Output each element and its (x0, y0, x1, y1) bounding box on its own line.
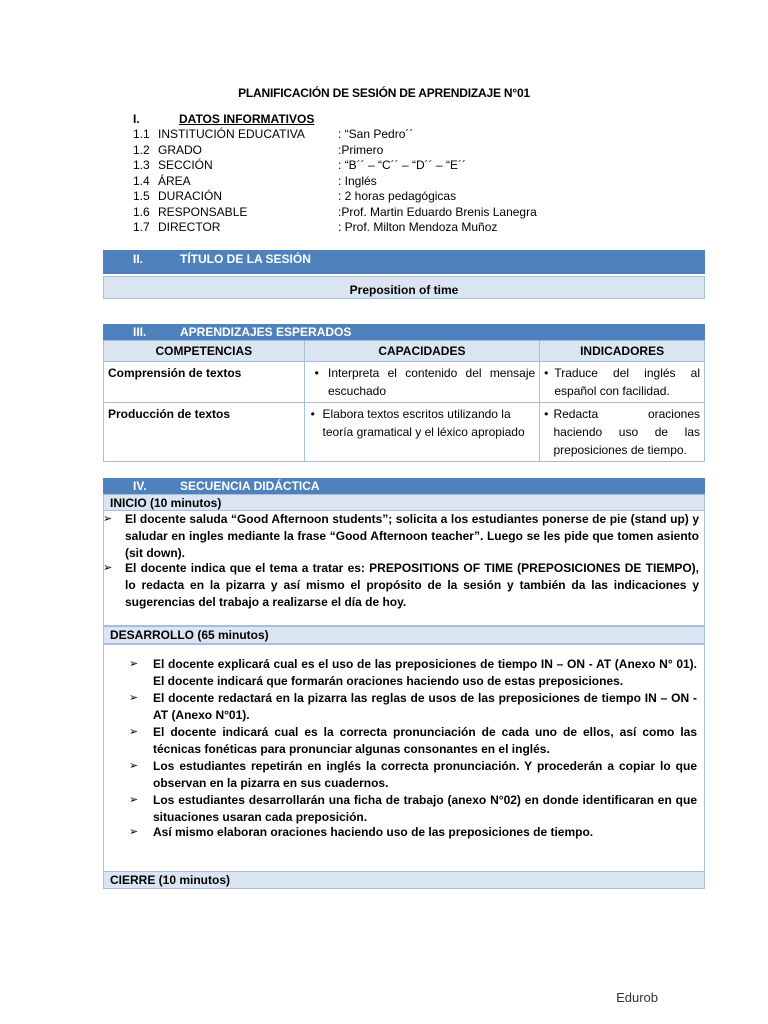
info-label: DIRECTOR (158, 220, 221, 234)
indicador-text: Traduce del inglés al español con facilidad. (554, 366, 700, 398)
info-number: 1.3 (133, 158, 150, 172)
cierre-label: CIERRE (10 minutos) (110, 873, 231, 887)
indicador-cell (540, 403, 705, 462)
indicador-text: Redacta oraciones haciendo uso de las preposiciones de tiempo. (553, 407, 700, 457)
document-title: PLANIFICACIÓN DE SESIÓN DE APRENDIZAJE N°01 (238, 86, 530, 100)
indicador-cell (540, 362, 705, 403)
info-label: ÁREA (158, 174, 191, 188)
info-value: : “B´´ – “C´´ – “D´´ – “E´´ (338, 158, 466, 172)
list-item (129, 758, 697, 792)
info-row (133, 174, 377, 189)
column-header-competencias: COMPETENCIAS (104, 341, 305, 362)
info-label: SECCIÓN (158, 158, 213, 172)
session-title: Preposition of time (349, 283, 459, 297)
info-row (133, 205, 537, 220)
info-label: DURACIÓN (158, 189, 223, 203)
desarrollo-heading (103, 626, 705, 644)
section-number: I. (133, 112, 140, 126)
section-number: IV. (133, 479, 147, 493)
bullet-icon: • (544, 366, 549, 380)
capacidad-cell (304, 362, 540, 403)
list-item (103, 560, 699, 611)
list-item-text: Los estudiantes desarrollarán una ficha de trabajo (anexo N°02) en donde identificaran en que situaciones usaran cada preposición. (153, 793, 697, 824)
info-number: 1.5 (133, 189, 150, 203)
list-item-text: El docente explicará cual es el uso de las preposiciones de tiempo IN – ON - AT (Anexo N° 01). El docente indicará que formarán oraciones haciendo uso de estas preposiciones. (153, 657, 697, 688)
list-item (129, 690, 697, 724)
info-label: GRADO (158, 143, 203, 157)
bullet-icon: • (544, 407, 549, 421)
info-value: : Inglés (338, 174, 377, 188)
info-number: 1.6 (133, 205, 150, 219)
info-row (133, 158, 466, 173)
arrow-bullet-icon: ➢ (103, 562, 113, 574)
arrow-bullet-icon: ➢ (129, 658, 139, 670)
arrow-bullet-icon: ➢ (129, 826, 139, 838)
column-header-capacidades: CAPACIDADES (304, 341, 540, 362)
section-number: II. (133, 252, 144, 266)
info-value: :Prof. Martin Eduardo Brenis Lanegra (338, 205, 537, 219)
list-item (129, 792, 697, 826)
bullet-icon: • (314, 366, 319, 380)
section-secuencia-bar (103, 478, 705, 494)
list-item-text: El docente redactará en la pizarra las reglas de usos de las preposiciones de tiempo IN – ON - AT (Anexo N°01). (153, 691, 697, 722)
inicio-label: INICIO (10 minutos) (110, 496, 222, 510)
info-number: 1.7 (133, 220, 150, 234)
column-header-indicadores: INDICADORES (540, 341, 705, 362)
table-header-row (104, 341, 705, 362)
info-number: 1.1 (133, 127, 150, 141)
arrow-bullet-icon: ➢ (103, 513, 113, 525)
competencia-cell: Producción de textos (104, 403, 305, 462)
list-item (129, 824, 697, 841)
capacidad-cell (304, 403, 540, 462)
session-title-box (103, 276, 705, 299)
list-item-text: El docente indica que el tema a tratar es: PREPOSITIONS OF TIME (PREPOSICIONES DE TIEMPO), lo redacta en la pizarra y así mismo el propósito de la sesión y también da las indicaciones y sugerencias del trabajo a realizarse el día de hoy. (125, 561, 699, 609)
desarrollo-label: DESARROLLO (65 minutos) (110, 628, 269, 642)
capacidad-text: Elabora textos escritos utilizando la teoría gramatical y el léxico apropiado (322, 407, 525, 439)
arrow-bullet-icon: ➢ (129, 794, 139, 806)
info-value: : 2 horas pedagógicas (338, 189, 457, 203)
bullet-icon: • (310, 407, 315, 421)
info-value: :Primero (338, 143, 384, 157)
info-row (133, 127, 413, 142)
info-row (133, 189, 456, 204)
info-number: 1.2 (133, 143, 150, 157)
info-number: 1.4 (133, 174, 150, 188)
capacidad-text: Interpreta el contenido del mensaje escuchado (327, 366, 536, 398)
info-label: INSTITUCIÓN EDUCATIVA (158, 127, 305, 141)
section-aprendizajes-bar (103, 324, 705, 340)
list-item (129, 656, 697, 690)
arrow-bullet-icon: ➢ (129, 760, 139, 772)
info-value: : “San Pedro´´ (338, 127, 414, 141)
table-row (104, 362, 705, 403)
list-item (129, 724, 697, 758)
info-row (133, 220, 497, 235)
info-row (133, 143, 383, 158)
list-item-text: Así mismo elaboran oraciones haciendo uso de las preposiciones de tiempo. (153, 825, 594, 839)
aprendizajes-table (103, 340, 705, 462)
list-item-text: El docente indicará cual es la correcta pronunciación de cada uno de ellos, así como las técnicas fonéticas para pronunciar algunas consonantes en el inglés. (153, 725, 697, 756)
competencia-cell: Comprensión de textos (104, 362, 305, 403)
section-label: DATOS INFORMATIVOS (179, 112, 315, 126)
info-value: : Prof. Milton Mendoza Muñoz (338, 220, 498, 234)
list-item-text: El docente saluda “Good Afternoon students”; solicita a los estudiantes ponerse de pie (stand up) y saludar en ingles mediante la frase “Good Afternoon teacher”. Luego se les pide que tomen asiento (sit down). (125, 512, 699, 560)
list-item (103, 511, 699, 562)
arrow-bullet-icon: ➢ (129, 726, 139, 738)
cierre-heading (103, 871, 705, 889)
footer-watermark: Edurob (616, 990, 658, 1005)
section-datos-informativos-heading (133, 112, 314, 126)
list-item-text: Los estudiantes repetirán en inglés la correcta pronunciación. Y procederán a copiar lo que observan en la pizarra en sus cuadernos. (153, 759, 697, 790)
arrow-bullet-icon: ➢ (129, 692, 139, 704)
table-row (104, 403, 705, 462)
info-label: RESPONSABLE (158, 205, 248, 219)
section-titulo-bar (103, 250, 705, 274)
section-label: SECUENCIA DIDÁCTICA (180, 479, 320, 493)
section-number: III. (133, 325, 147, 339)
section-label: TÍTULO DE LA SESIÓN (180, 252, 311, 266)
section-label: APRENDIZAJES ESPERADOS (180, 325, 352, 339)
